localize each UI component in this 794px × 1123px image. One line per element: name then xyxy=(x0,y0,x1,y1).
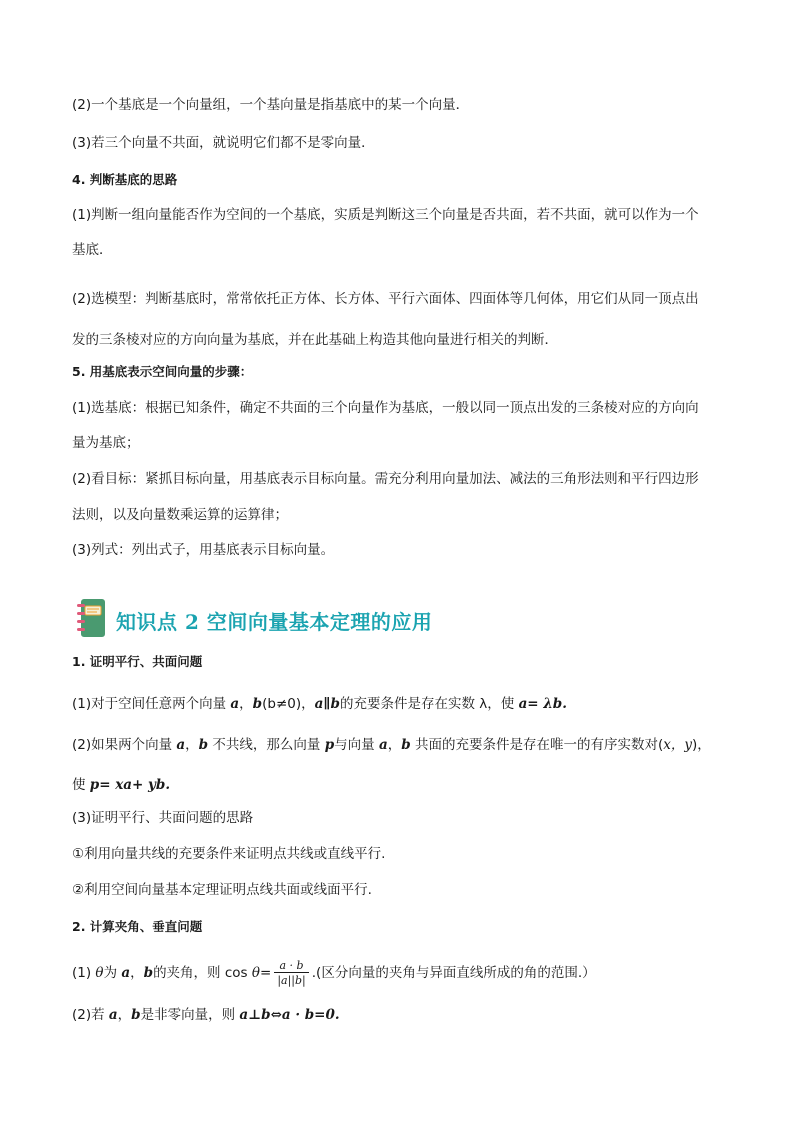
section-header xyxy=(76,598,432,642)
line-collinear-condition: (1)对于空间任意两个向量 a，b(b≠0)，a∥b的充要条件是存在实数 λ，使 a= λb. xyxy=(72,696,567,712)
section-title: 知识点 2 空间向量基本定理的应用 xyxy=(116,609,433,634)
line-step2-1: (2)看目标：紧抓目标向量，用基底表示目标向量。需充分利用向量加法、减法的三角形法则和平行四边形 xyxy=(72,471,699,487)
line-judge-basis-2: 基底． xyxy=(72,242,113,258)
line-noncoplanar: (3)若三个向量不共面，就说明它们都不是零向量． xyxy=(72,135,375,151)
line-step1-2: 量为基底； xyxy=(72,435,140,451)
line-basis-vector: (2)一个基底是一个向量组，一个基向量是指基底中的某一个向量． xyxy=(72,97,470,113)
line-coplanar-condition-1: (2)如果两个向量 a，b 不共线，那么向量 p与向量 a，b 共面的充要条件是存在唯一的有序实数对(x，y)， xyxy=(72,737,711,753)
line-coplanar-condition-2: 使 p= xa+ yb. xyxy=(72,777,171,793)
notebook-icon xyxy=(76,598,106,642)
line-proof-idea: (3)证明平行、共面问题的思路 xyxy=(72,810,254,826)
line-step1-1: (1)选基底：根据已知条件，确定不共面的三个向量作为基底，一般以同一顶点出发的三条棱对应的方向向 xyxy=(72,400,699,416)
heading-steps: 5. 用基底表示空间向量的步骤： xyxy=(72,364,253,379)
line-model-2: 发的三条棱对应的方向向量为基底，并在此基础上构造其他向量进行相关的判断． xyxy=(72,332,558,348)
heading-parallel: 1. 证明平行、共面问题 xyxy=(72,654,203,669)
line-judge-basis-1: (1)判断一组向量能否作为空间的一个基底，实质是判断这三个向量是否共面，若不共面，就可以作为一个 xyxy=(72,207,699,223)
line-model-1: (2)选模型：判断基底时，常常依托正方体、长方体、平行六面体、四面体等几何体，用它们从同一顶点出 xyxy=(72,291,699,307)
line-proof-collinear: ①利用向量共线的充要条件来证明点共线或直线平行. xyxy=(72,846,386,862)
line-step2-2: 法则，以及向量数乘运算的运算律； xyxy=(72,507,288,523)
heading-basis-idea: 4. 判断基底的思路 xyxy=(72,172,178,187)
line-proof-coplanar: ②利用空间向量基本定理证明点线共面或线面平行. xyxy=(72,882,372,898)
cosine-fraction: $\frac{a \cdot b}{|a||b|}$ xyxy=(274,959,308,987)
line-angle-formula: (1) θ为 a，b的夹角，则 cos θ= $\frac{a \cdot b}{|a||b|}$ .(区分向量的夹角与异面直线所成的角的范围.） xyxy=(72,959,596,987)
line-step3: (3)列式：列出式子，用基底表示目标向量。 xyxy=(72,542,335,558)
heading-angle: 2. 计算夹角、垂直问题 xyxy=(72,919,203,934)
line-perpendicular: (2)若 a，b是非零向量，则 a⊥b⇔a · b=0. xyxy=(72,1007,340,1023)
